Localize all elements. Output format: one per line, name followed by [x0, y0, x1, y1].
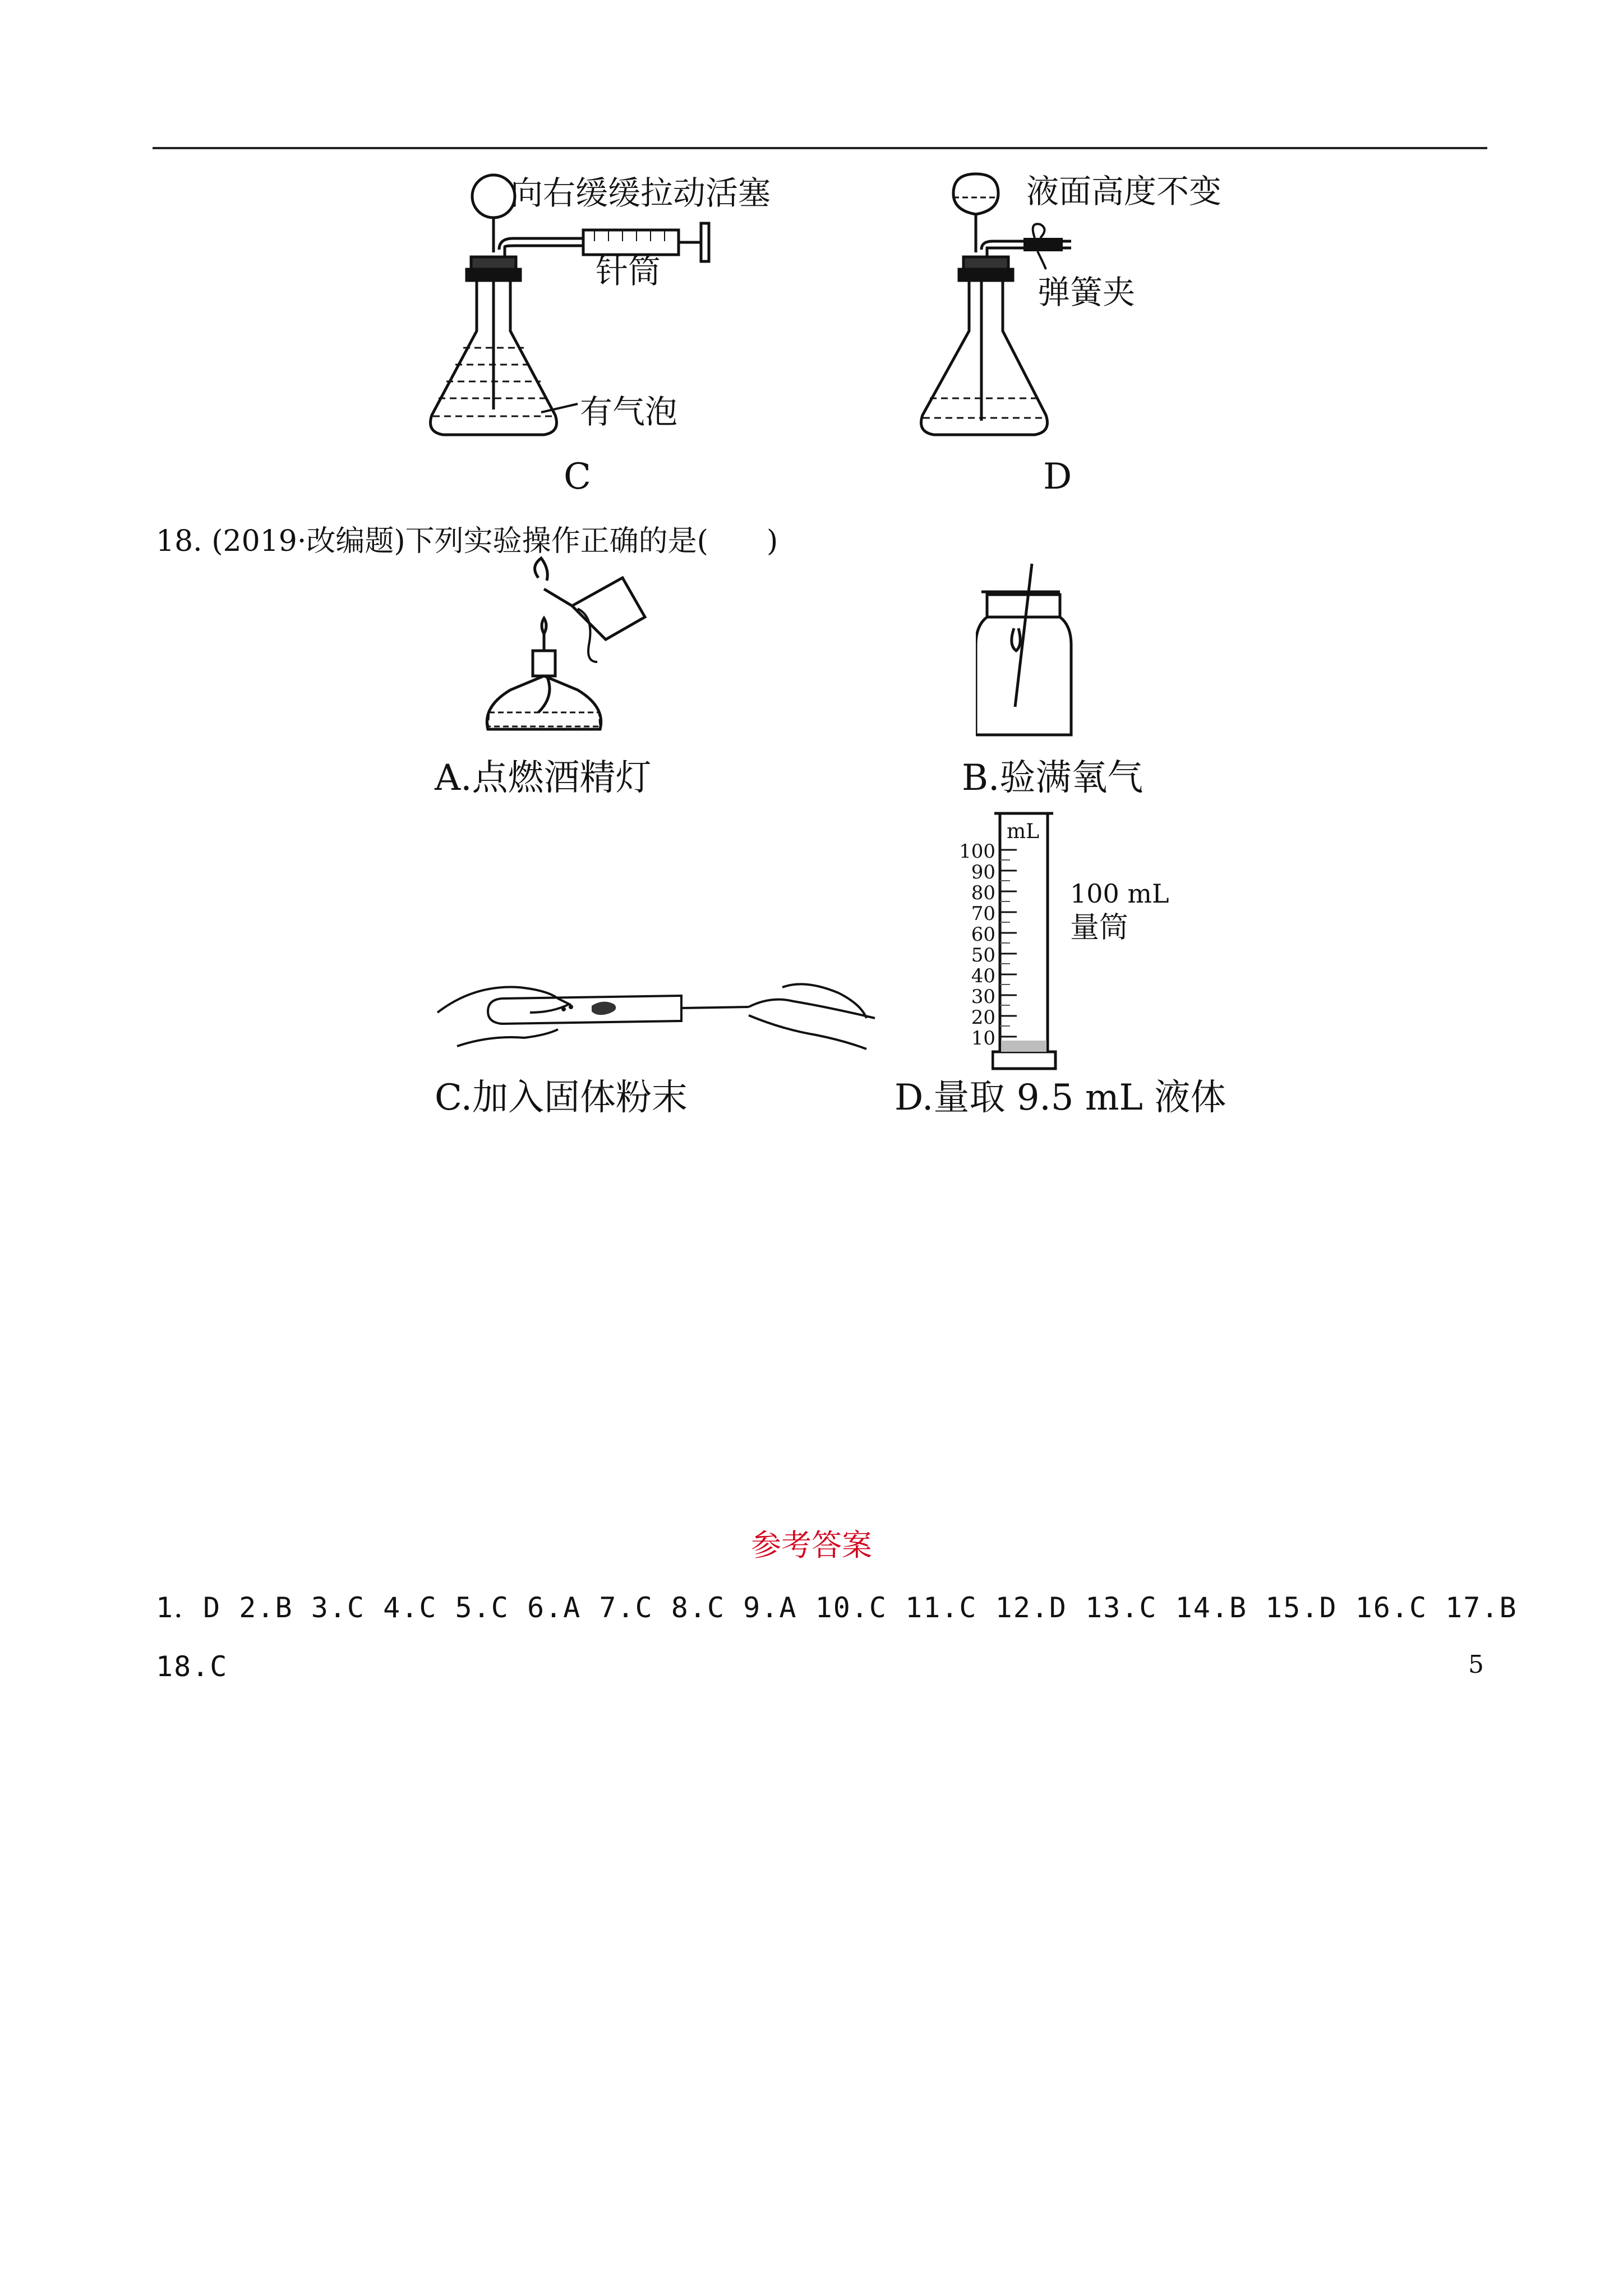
option-b-label: B.验满氧气: [962, 757, 1144, 799]
answers-line-2: 18.C: [156, 1650, 228, 1683]
figure-d-label-top: 液面高度不变: [1026, 172, 1222, 210]
cylinder-tick: 50: [971, 944, 995, 967]
question-18: [156, 517, 778, 559]
cylinder-unit: mL: [1007, 820, 1040, 843]
cylinder-tick: 30: [971, 986, 995, 1008]
cylinder-tick: 40: [971, 965, 995, 987]
figure-c-caption: C: [564, 456, 591, 498]
page-number: 5: [1468, 1650, 1484, 1679]
cylinder-tick: 70: [971, 903, 995, 925]
cylinder-tick-labels: [956, 841, 995, 1049]
answers-line-1: 1．D 2.B 3.C 4.C 5.C 6.A 7.C 8.C 9.A 10.C 11.C 12.D 13.C 14.B 15.D 16.C 17.B: [156, 1591, 1518, 1624]
question-number: 18.: [156, 524, 202, 558]
answers-title: 参考答案: [751, 1527, 872, 1563]
option-c-illustration: [435, 973, 878, 1057]
cylinder-note-capacity: 100 mL: [1070, 878, 1169, 909]
cylinder-tick: 80: [971, 882, 995, 904]
cylinder-tick: 20: [971, 1006, 995, 1029]
option-d-cylinder-illustration: [992, 811, 1059, 1074]
cylinder-tick: 90: [971, 861, 995, 884]
option-a-label: A.点燃酒精灯: [435, 757, 652, 799]
figure-d-label-clip: 弹簧夹: [1038, 273, 1136, 311]
cylinder-note-name: 量筒: [1070, 911, 1129, 945]
figure-c-label-top: 向右缓缓拉动活塞: [510, 174, 771, 212]
figure-d-caption: D: [1043, 456, 1072, 498]
figure-c-label-syringe: 针筒: [596, 252, 661, 291]
cylinder-tick: 100: [959, 840, 995, 863]
cylinder-tick: 10: [971, 1027, 995, 1050]
option-a-illustration: [477, 555, 656, 746]
header-rule: [153, 147, 1487, 149]
question-text: (2019·改编题)下列实验操作正确的是( ): [211, 524, 778, 558]
option-c-label: C.加入固体粉末: [435, 1077, 688, 1119]
option-d-label: D.量取 9.5 mL 液体: [895, 1077, 1227, 1119]
cylinder-tick: 60: [971, 923, 995, 946]
figure-c-label-bubbles: 有气泡: [580, 393, 678, 431]
option-b-illustration: [976, 561, 1077, 740]
